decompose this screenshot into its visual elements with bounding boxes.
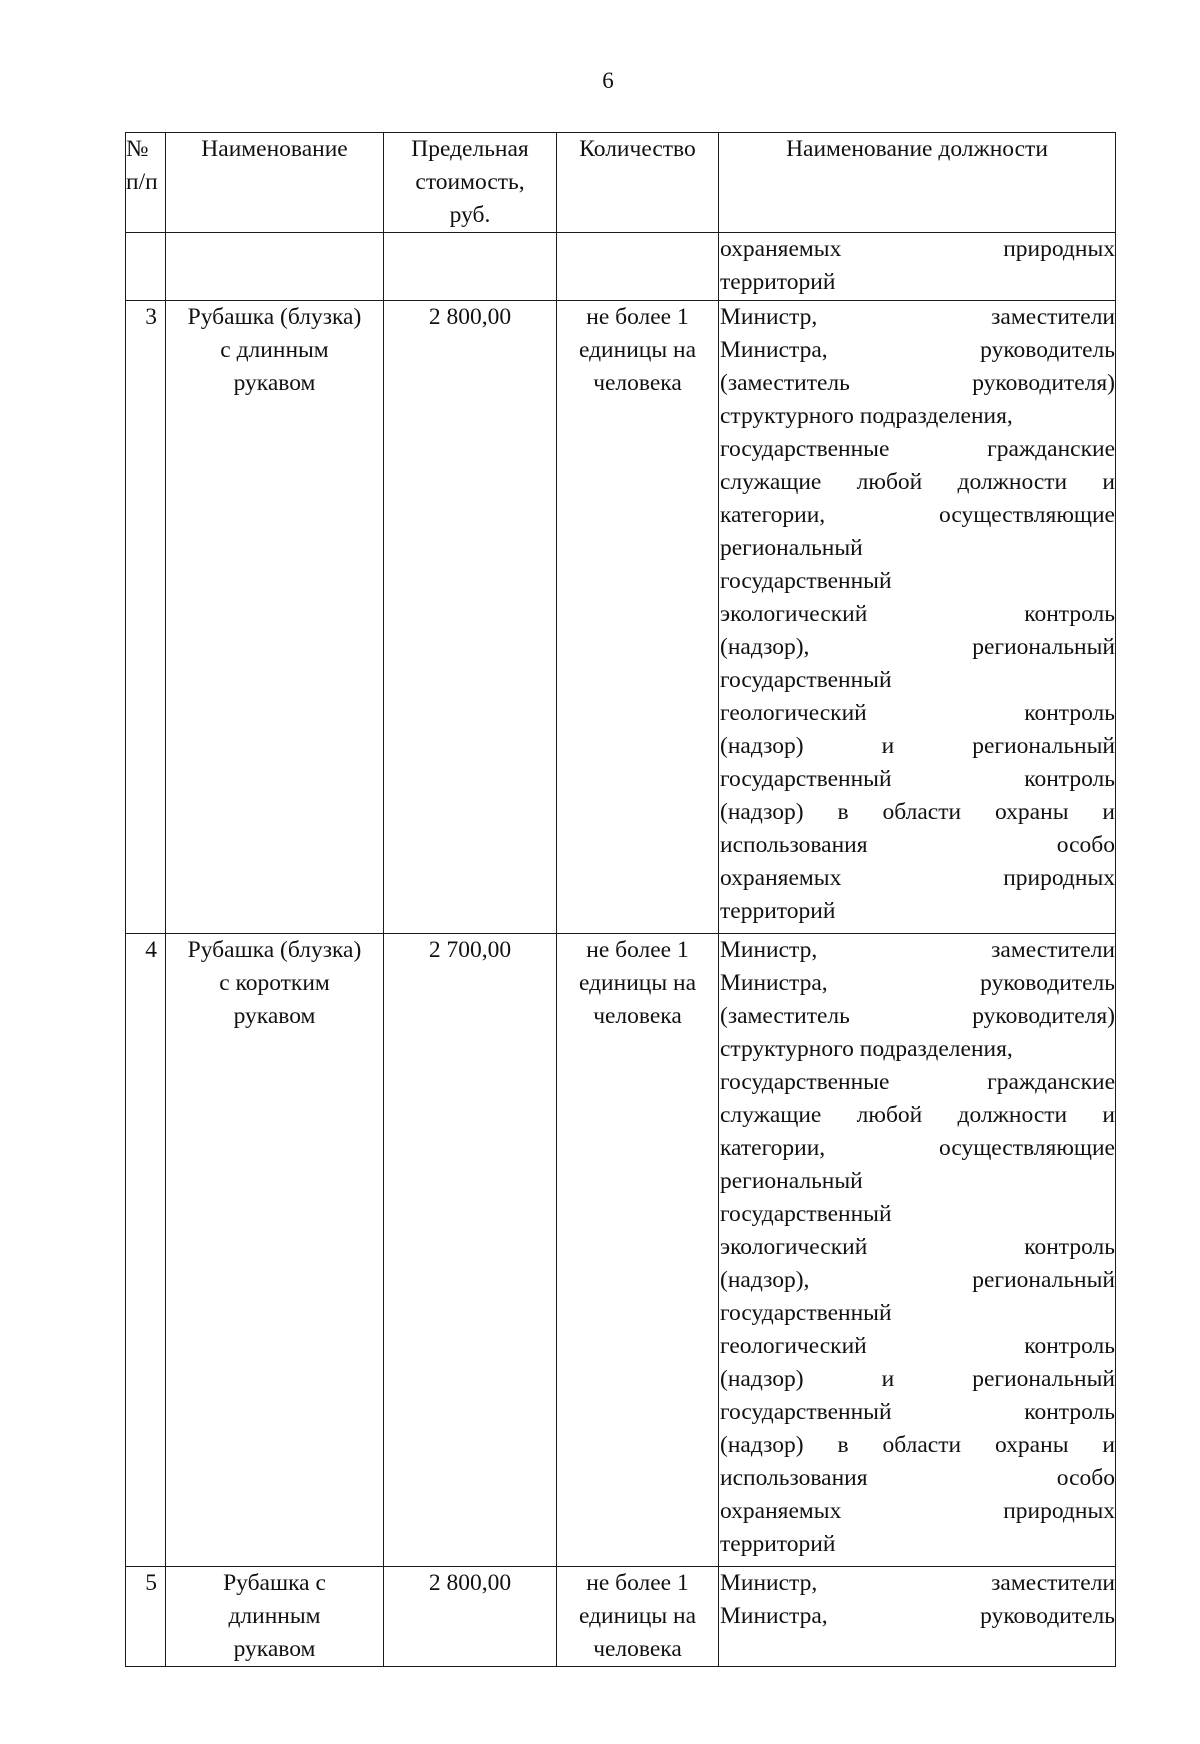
norms-table — [125, 132, 1116, 1667]
cell-quantity — [557, 301, 719, 934]
position-line: (надзор), региональный — [720, 634, 1115, 660]
position-line: использования особо — [720, 1465, 1115, 1491]
quantity-line: человека — [593, 1003, 682, 1029]
quantity-line: не более 1 — [586, 1570, 689, 1596]
position-line: категории, осуществляющие — [720, 502, 1115, 528]
header-num: № п/п — [126, 133, 166, 233]
position-line: государственный — [720, 667, 892, 693]
position-line: использования особо — [720, 832, 1115, 858]
name-line: рукавом — [233, 1003, 316, 1029]
quantity-line: единицы на — [578, 970, 697, 996]
cell-quantity — [557, 1567, 719, 1667]
quantity-line: человека — [593, 370, 682, 396]
position-line: Министр, заместители — [720, 304, 1115, 330]
position-line: (надзор) и региональный — [720, 1366, 1115, 1392]
position-line: (надзор), региональный — [720, 1267, 1115, 1293]
position-line: (надзор) в области охраны и — [720, 1432, 1115, 1458]
table-header-row — [126, 133, 1116, 233]
cell-price: 2 700,00 — [384, 934, 557, 1567]
position-line: (надзор) в области охраны и — [720, 799, 1115, 825]
position-line: (заместитель руководителя) — [720, 1003, 1115, 1029]
position-line: государственный контроль — [720, 766, 1115, 792]
position-line: геологический контроль — [720, 700, 1115, 726]
position-line: экологический контроль — [720, 601, 1115, 627]
empty-cell — [126, 233, 166, 301]
name-line: с длинным — [220, 337, 329, 363]
position-line: структурного подразделения, — [720, 1036, 1013, 1062]
table-row — [126, 934, 1116, 1567]
position-line: государственные гражданские — [720, 1069, 1115, 1095]
cell-position — [719, 1567, 1116, 1667]
position-line: территорий — [720, 269, 836, 295]
position-line: Министр, заместители — [720, 937, 1115, 963]
name-line: Рубашка (блузка) — [187, 937, 362, 963]
cell-price: 2 800,00 — [384, 301, 557, 934]
header-position: Наименование должности — [719, 133, 1116, 233]
position-line: структурного подразделения, — [720, 403, 1013, 429]
empty-cell — [166, 233, 384, 301]
position-line: служащие любой должности и — [720, 1102, 1115, 1128]
position-line: охраняемых природных — [720, 1498, 1115, 1524]
position-line: охраняемых природных — [720, 236, 1115, 262]
cell-name — [166, 1567, 384, 1667]
position-line: категории, осуществляющие — [720, 1135, 1115, 1161]
position-line: (заместитель руководителя) — [720, 370, 1115, 396]
position-line: служащие любой должности и — [720, 469, 1115, 495]
cell-price: 2 800,00 — [384, 1567, 557, 1667]
position-line: экологический контроль — [720, 1234, 1115, 1260]
position-line: государственный — [720, 568, 892, 594]
empty-cell — [384, 233, 557, 301]
cell-num: 3 — [126, 301, 166, 934]
quantity-line: не более 1 — [586, 304, 689, 330]
position-line: охраняемых природных — [720, 865, 1115, 891]
position-line: Министра, руководитель — [720, 337, 1115, 363]
quantity-line: единицы на — [578, 337, 697, 363]
name-line: рукавом — [233, 370, 316, 396]
position-line: территорий — [720, 1531, 836, 1557]
table-row-continuation — [126, 233, 1116, 301]
position-line: Министра, руководитель — [720, 1603, 1115, 1629]
empty-cell — [557, 233, 719, 301]
position-line: (надзор) и региональный — [720, 733, 1115, 759]
quantity-line: единицы на — [578, 1603, 697, 1629]
name-line: Рубашка (блузка) — [187, 304, 362, 330]
position-line: территорий — [720, 898, 836, 924]
position-line: государственные гражданские — [720, 436, 1115, 462]
header-name: Наименование — [166, 133, 384, 233]
quantity-line: не более 1 — [586, 937, 689, 963]
position-line: государственный контроль — [720, 1399, 1115, 1425]
name-line: Рубашка с — [223, 1570, 326, 1596]
cell-position — [719, 301, 1116, 934]
name-line: рукавом — [233, 1636, 316, 1662]
name-line: длинным — [228, 1603, 321, 1629]
cell-name — [166, 934, 384, 1567]
quantity-line: человека — [593, 1636, 682, 1662]
header-price: Предельная стоимость, руб. — [384, 133, 557, 233]
position-line: геологический контроль — [720, 1333, 1115, 1359]
cell-quantity — [557, 934, 719, 1567]
cell-name — [166, 301, 384, 934]
position-line: государственный — [720, 1201, 892, 1227]
cell-position — [719, 934, 1116, 1567]
position-line: Министр, заместители — [720, 1570, 1115, 1596]
page-number: 6 — [602, 68, 614, 93]
name-line: с коротким — [219, 970, 330, 996]
position-line: государственный — [720, 1300, 892, 1326]
cell-num: 4 — [126, 934, 166, 1567]
table-row — [126, 1567, 1116, 1667]
position-line: региональный — [720, 535, 863, 561]
position-line: Министра, руководитель — [720, 970, 1115, 996]
table-row — [126, 301, 1116, 934]
position-line: региональный — [720, 1168, 863, 1194]
cell-position — [719, 233, 1116, 301]
cell-num: 5 — [126, 1567, 166, 1667]
header-quantity: Количество — [557, 133, 719, 233]
